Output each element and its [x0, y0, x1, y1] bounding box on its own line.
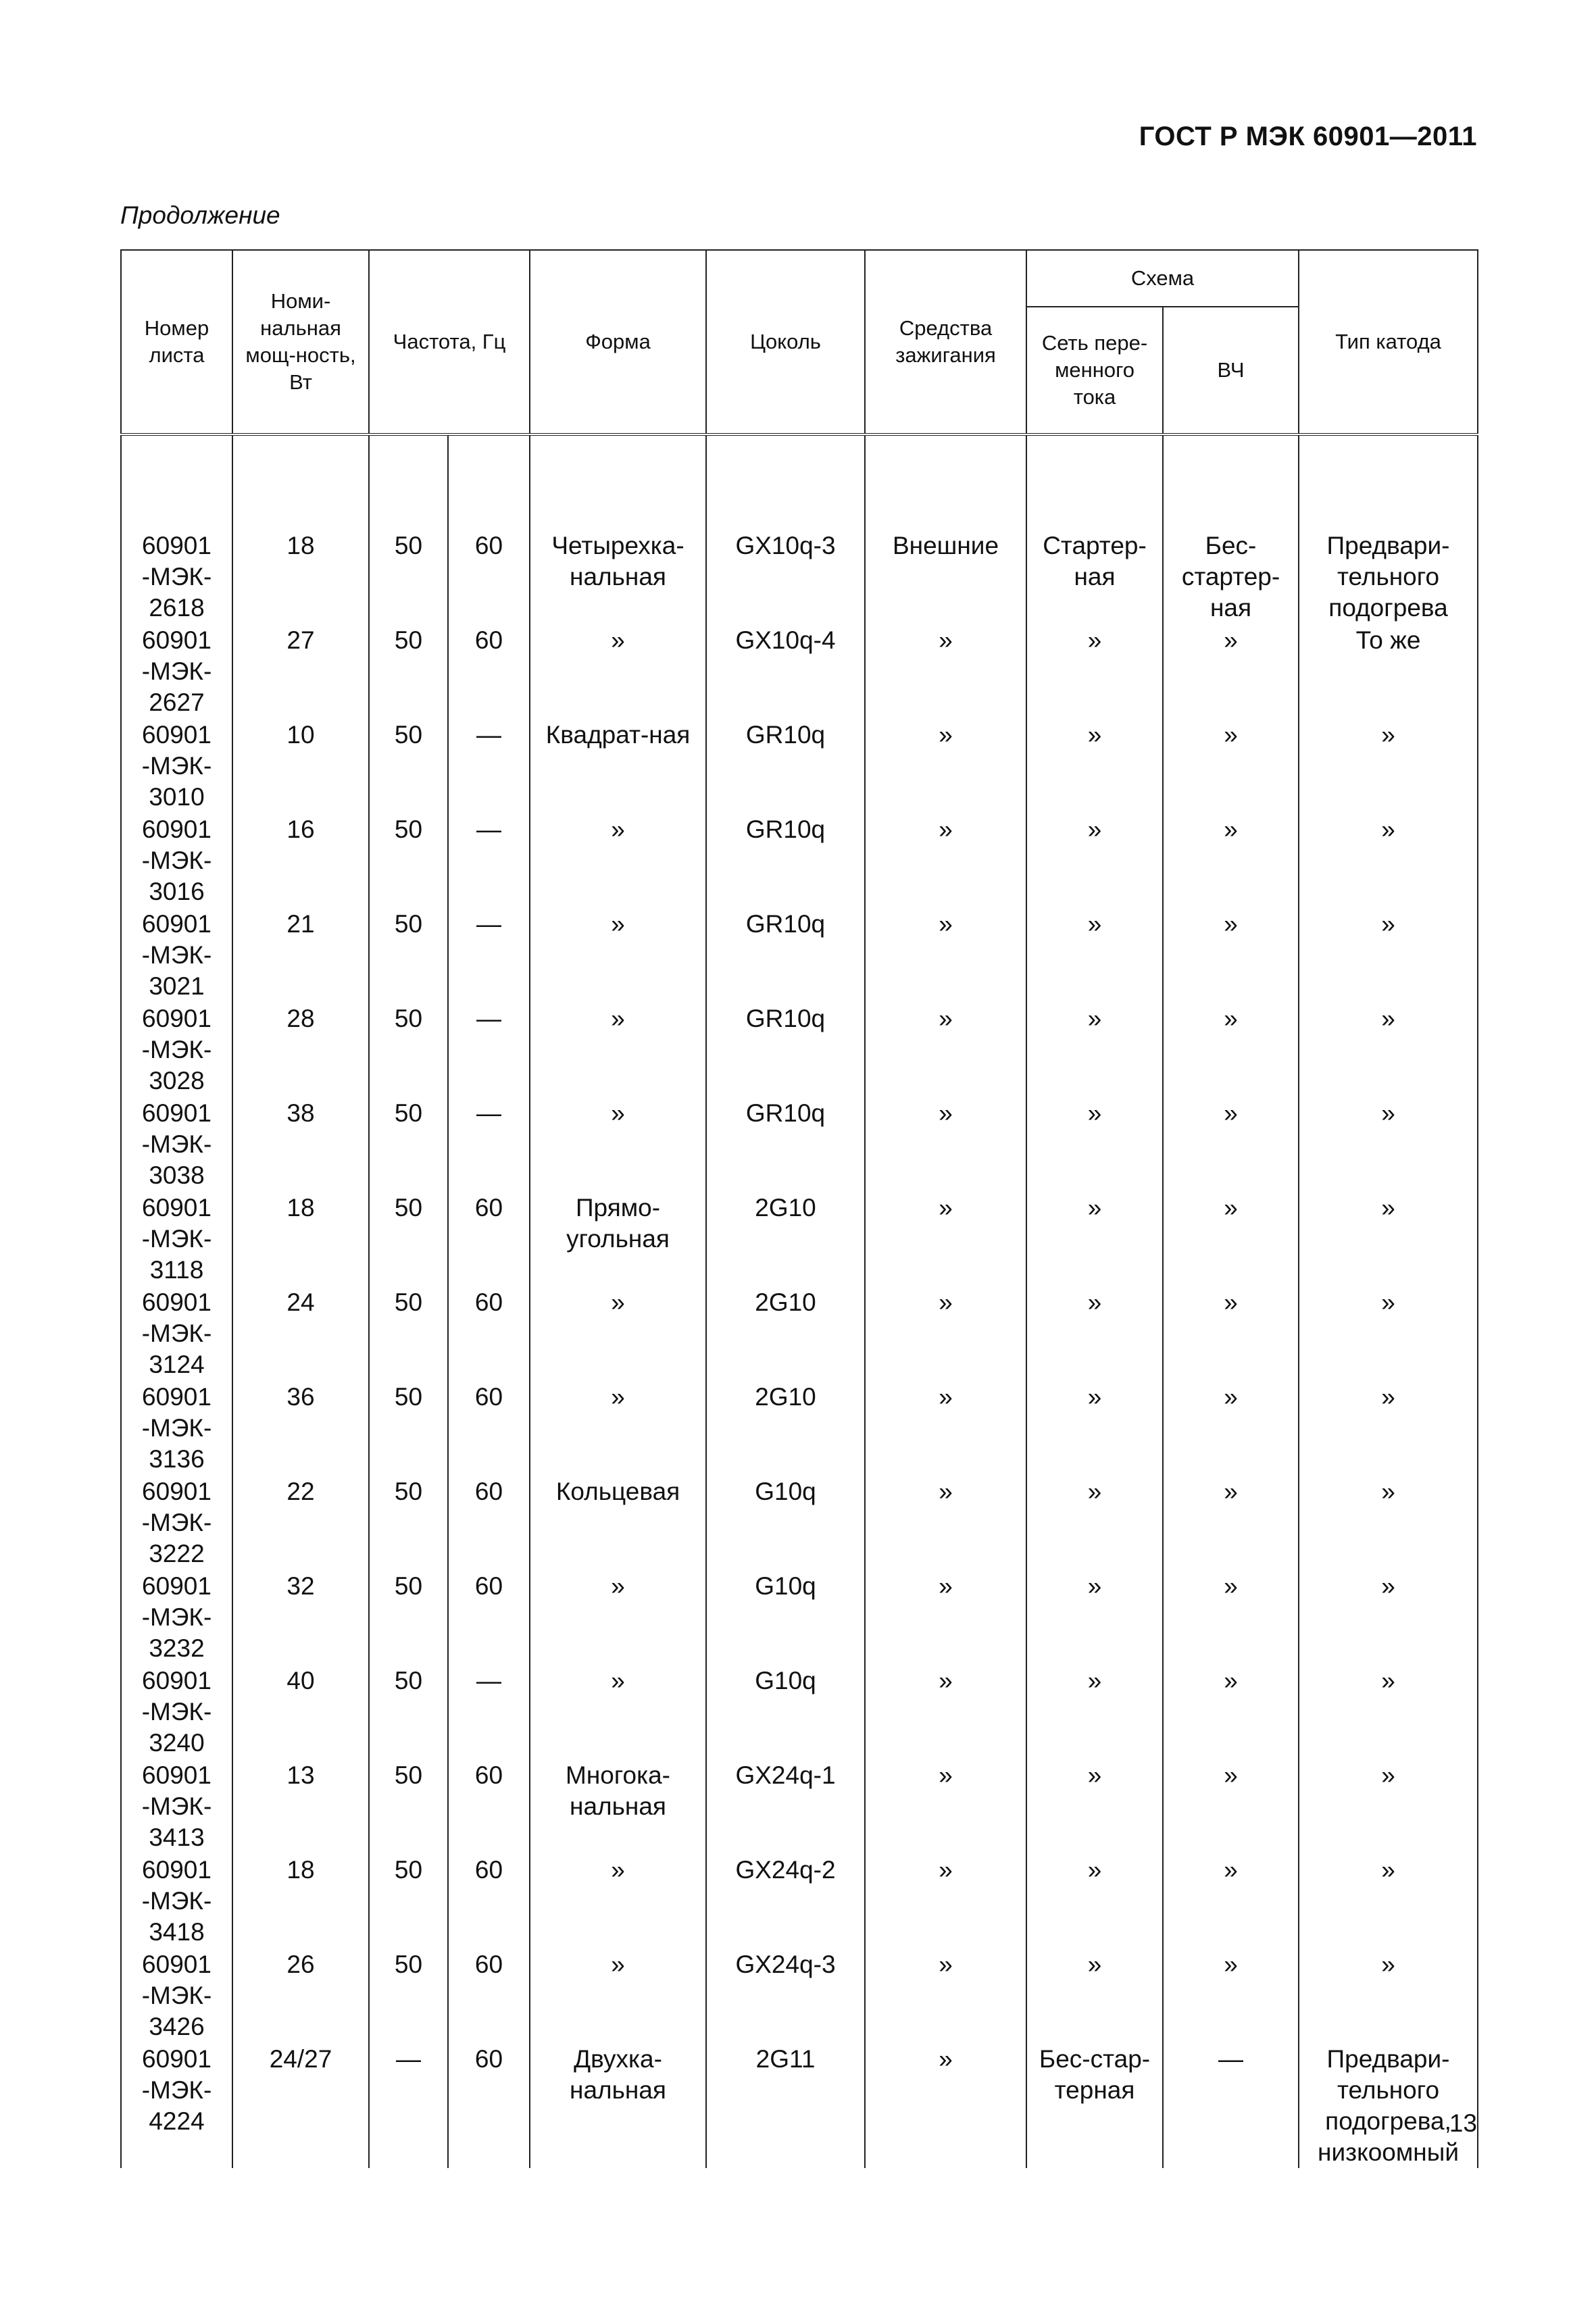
cell-power: 24/27: [232, 2042, 369, 2168]
cell-power: 32: [232, 1569, 369, 1664]
cell-cathode: »: [1299, 1853, 1478, 1948]
cell-shape: »: [530, 1569, 706, 1664]
cell-ignition: »: [865, 1853, 1026, 1948]
cell-ac-mains: »: [1026, 718, 1163, 813]
cell-cathode: »: [1299, 1097, 1478, 1191]
cell-freq-60: 60: [448, 1759, 530, 1853]
col-header-base: Цоколь: [706, 250, 865, 434]
cell-shape: »: [530, 624, 706, 718]
cell-base: G10q: [706, 1664, 865, 1759]
cell-freq-60: 60: [448, 1475, 530, 1569]
cell-ac-mains: »: [1026, 907, 1163, 1002]
cell-freq-60: —: [448, 718, 530, 813]
cell-shape: Квадрат-ная: [530, 718, 706, 813]
cell-freq-60: 60: [448, 1380, 530, 1475]
cell-hf: »: [1163, 1948, 1299, 2042]
cell-freq-50: 50: [369, 718, 448, 813]
cell-hf: »: [1163, 1759, 1299, 1853]
col-header-scheme: Схема: [1026, 250, 1299, 307]
cell-power: 38: [232, 1097, 369, 1191]
cell-hf: »: [1163, 813, 1299, 907]
cell-power: 10: [232, 718, 369, 813]
lamp-spec-table: [120, 249, 1478, 2168]
cell-base: GX24q-1: [706, 1759, 865, 1853]
cell-freq-60: —: [448, 907, 530, 1002]
cell-base: 2G10: [706, 1286, 865, 1380]
table-row: [121, 813, 1478, 907]
cell-freq-50: 50: [369, 1759, 448, 1853]
cell-freq-50: 50: [369, 1286, 448, 1380]
table-row: [121, 1853, 1478, 1948]
table-row: [121, 1569, 1478, 1664]
cell-hf: »: [1163, 1664, 1299, 1759]
cell-base: 2G10: [706, 1380, 865, 1475]
cell-sheet-no: 60901 -МЭК- 3222: [121, 1475, 232, 1569]
cell-hf: »: [1163, 1380, 1299, 1475]
cell-shape: »: [530, 1664, 706, 1759]
cell-base: GX24q-3: [706, 1948, 865, 2042]
cell-cathode: »: [1299, 1569, 1478, 1664]
cell-freq-60: 60: [448, 529, 530, 624]
cell-ac-mains: »: [1026, 1853, 1163, 1948]
cell-ac-mains: Стартер-ная: [1026, 529, 1163, 624]
col-header-cathode: Тип катода: [1299, 250, 1478, 434]
cell-shape: »: [530, 1380, 706, 1475]
cell-freq-60: —: [448, 1664, 530, 1759]
table-row: [121, 1286, 1478, 1380]
col-header-shape: Форма: [530, 250, 706, 434]
cell-shape: »: [530, 907, 706, 1002]
cell-sheet-no: 60901 -МЭК- 3124: [121, 1286, 232, 1380]
cell-freq-60: —: [448, 1002, 530, 1097]
cell-ignition: »: [865, 1286, 1026, 1380]
cell-shape: »: [530, 1948, 706, 2042]
cell-ignition: »: [865, 813, 1026, 907]
cell-freq-50: —: [369, 2042, 448, 2168]
cell-sheet-no: 60901 -МЭК- 3426: [121, 1948, 232, 2042]
cell-ignition: »: [865, 624, 1026, 718]
col-header-power: Номи-нальная мощ-ность, Вт: [232, 250, 369, 434]
cell-shape: »: [530, 1002, 706, 1097]
cell-freq-60: —: [448, 813, 530, 907]
cell-freq-60: 60: [448, 1853, 530, 1948]
cell-sheet-no: 60901 -МЭК- 3021: [121, 907, 232, 1002]
cell-ac-mains: »: [1026, 1664, 1163, 1759]
cell-freq-50: 50: [369, 813, 448, 907]
cell-ac-mains: »: [1026, 1380, 1163, 1475]
cell-freq-50: 50: [369, 1948, 448, 2042]
cell-hf: »: [1163, 1097, 1299, 1191]
cell-shape: Кольцевая: [530, 1475, 706, 1569]
cell-hf: Бес-стартер-ная: [1163, 529, 1299, 624]
cell-ignition: »: [865, 1948, 1026, 2042]
cell-power: 36: [232, 1380, 369, 1475]
cell-sheet-no: 60901 -МЭК- 4224: [121, 2042, 232, 2168]
cell-cathode: »: [1299, 1002, 1478, 1097]
cell-power: 40: [232, 1664, 369, 1759]
cell-power: 13: [232, 1759, 369, 1853]
cell-freq-60: 60: [448, 1191, 530, 1286]
cell-ac-mains: »: [1026, 1569, 1163, 1664]
cell-hf: »: [1163, 718, 1299, 813]
cell-ac-mains: »: [1026, 624, 1163, 718]
cell-sheet-no: 60901 -МЭК- 3028: [121, 1002, 232, 1097]
cell-base: GX24q-2: [706, 1853, 865, 1948]
cell-ac-mains: »: [1026, 813, 1163, 907]
cell-ignition: »: [865, 1664, 1026, 1759]
cell-base: G10q: [706, 1475, 865, 1569]
cell-power: 18: [232, 1191, 369, 1286]
cell-cathode: »: [1299, 1380, 1478, 1475]
cell-freq-50: 50: [369, 1002, 448, 1097]
cell-freq-60: 60: [448, 624, 530, 718]
cell-cathode: »: [1299, 907, 1478, 1002]
cell-power: 22: [232, 1475, 369, 1569]
cell-shape: »: [530, 1097, 706, 1191]
cell-base: G10q: [706, 1569, 865, 1664]
table-row: [121, 1664, 1478, 1759]
table-row: [121, 1475, 1478, 1569]
cell-ac-mains: »: [1026, 1097, 1163, 1191]
table-row: [121, 624, 1478, 718]
cell-freq-50: 50: [369, 529, 448, 624]
cell-cathode: »: [1299, 1475, 1478, 1569]
cell-ignition: »: [865, 718, 1026, 813]
cell-ac-mains: »: [1026, 1002, 1163, 1097]
cell-freq-50: 50: [369, 1853, 448, 1948]
cell-base: GR10q: [706, 907, 865, 1002]
cell-power: 21: [232, 907, 369, 1002]
col-header-frequency: Частота, Гц: [369, 250, 530, 434]
cell-ac-mains: Бес-стар-терная: [1026, 2042, 1163, 2168]
cell-power: 27: [232, 624, 369, 718]
cell-hf: »: [1163, 1002, 1299, 1097]
cell-ignition: Внешние: [865, 529, 1026, 624]
table-row: [121, 907, 1478, 1002]
cell-base: 2G10: [706, 1191, 865, 1286]
cell-base: GR10q: [706, 1097, 865, 1191]
cell-power: 24: [232, 1286, 369, 1380]
cell-cathode: То же: [1299, 624, 1478, 718]
cell-hf: »: [1163, 1475, 1299, 1569]
cell-sheet-no: 60901 -МЭК- 3240: [121, 1664, 232, 1759]
cell-hf: —: [1163, 2042, 1299, 2168]
cell-freq-50: 50: [369, 1569, 448, 1664]
cell-cathode: »: [1299, 1191, 1478, 1286]
cell-cathode: Предвари-тельного подогрева: [1299, 529, 1478, 624]
cell-shape: Двухка-нальная: [530, 2042, 706, 2168]
cell-hf: »: [1163, 624, 1299, 718]
cell-sheet-no: 60901 -МЭК- 3418: [121, 1853, 232, 1948]
cell-cathode: Предвари-тельного подогрева, низкоомный: [1299, 2042, 1478, 2168]
cell-power: 26: [232, 1948, 369, 2042]
cell-base: GR10q: [706, 1002, 865, 1097]
cell-shape: Четырехка-нальная: [530, 529, 706, 624]
cell-sheet-no: 60901 -МЭК- 2618: [121, 529, 232, 624]
cell-power: 16: [232, 813, 369, 907]
cell-sheet-no: 60901 -МЭК- 3136: [121, 1380, 232, 1475]
cell-hf: »: [1163, 1286, 1299, 1380]
cell-base: GX10q-4: [706, 624, 865, 718]
cell-freq-60: 60: [448, 1569, 530, 1664]
col-header-sheet-no: Номер листа: [121, 250, 232, 434]
cell-hf: »: [1163, 1569, 1299, 1664]
cell-power: 18: [232, 529, 369, 624]
cell-ignition: »: [865, 1191, 1026, 1286]
cell-base: 2G11: [706, 2042, 865, 2168]
cell-freq-50: 50: [369, 1380, 448, 1475]
cell-ac-mains: »: [1026, 1948, 1163, 2042]
cell-freq-50: 50: [369, 907, 448, 1002]
table-row: [121, 1191, 1478, 1286]
cell-power: 28: [232, 1002, 369, 1097]
cell-ignition: »: [865, 1569, 1026, 1664]
cell-freq-50: 50: [369, 1191, 448, 1286]
cell-base: GR10q: [706, 718, 865, 813]
cell-sheet-no: 60901 -МЭК- 3413: [121, 1759, 232, 1853]
col-header-ac-mains: Сеть пере-менного тока: [1026, 307, 1163, 434]
cell-cathode: »: [1299, 1948, 1478, 2042]
cell-ignition: »: [865, 1380, 1026, 1475]
table-row: [121, 2042, 1478, 2168]
cell-sheet-no: 60901 -МЭК- 3010: [121, 718, 232, 813]
cell-cathode: »: [1299, 1286, 1478, 1380]
cell-ignition: »: [865, 907, 1026, 1002]
cell-base: GR10q: [706, 813, 865, 907]
cell-sheet-no: 60901 -МЭК- 3016: [121, 813, 232, 907]
cell-base: GX10q-3: [706, 529, 865, 624]
cell-ignition: »: [865, 1759, 1026, 1853]
cell-ac-mains: »: [1026, 1191, 1163, 1286]
col-header-ignition: Средства зажигания: [865, 250, 1026, 434]
table-row: [121, 1380, 1478, 1475]
table-row: [121, 1002, 1478, 1097]
cell-ignition: »: [865, 1097, 1026, 1191]
cell-hf: »: [1163, 1853, 1299, 1948]
cell-freq-50: 50: [369, 1097, 448, 1191]
cell-sheet-no: 60901 -МЭК- 3118: [121, 1191, 232, 1286]
cell-sheet-no: 60901 -МЭК- 3232: [121, 1569, 232, 1664]
cell-shape: »: [530, 1853, 706, 1948]
cell-ignition: »: [865, 2042, 1026, 2168]
cell-power: 18: [232, 1853, 369, 1948]
cell-cathode: »: [1299, 1759, 1478, 1853]
cell-ignition: »: [865, 1002, 1026, 1097]
cell-cathode: »: [1299, 718, 1478, 813]
cell-ac-mains: »: [1026, 1286, 1163, 1380]
cell-freq-60: 60: [448, 1948, 530, 2042]
cell-sheet-no: 60901 -МЭК- 3038: [121, 1097, 232, 1191]
continuation-label: Продолжение: [120, 201, 280, 229]
cell-cathode: »: [1299, 1664, 1478, 1759]
cell-shape: »: [530, 813, 706, 907]
cell-ignition: »: [865, 1475, 1026, 1569]
table-row: [121, 529, 1478, 624]
cell-sheet-no: 60901 -МЭК- 2627: [121, 624, 232, 718]
cell-shape: Многока-нальная: [530, 1759, 706, 1853]
document-code: ГОСТ Р МЭК 60901—2011: [1139, 122, 1477, 151]
table-row: [121, 1948, 1478, 2042]
page-number: 13: [1449, 2109, 1477, 2137]
cell-cathode: »: [1299, 813, 1478, 907]
cell-ac-mains: »: [1026, 1475, 1163, 1569]
cell-shape: »: [530, 1286, 706, 1380]
cell-hf: »: [1163, 907, 1299, 1002]
cell-freq-60: —: [448, 1097, 530, 1191]
cell-ac-mains: »: [1026, 1759, 1163, 1853]
cell-freq-50: 50: [369, 624, 448, 718]
col-header-hf: ВЧ: [1163, 307, 1299, 434]
table-row: [121, 1759, 1478, 1853]
cell-shape: Прямо-угольная: [530, 1191, 706, 1286]
cell-freq-60: 60: [448, 2042, 530, 2168]
table-row: [121, 718, 1478, 813]
cell-hf: »: [1163, 1191, 1299, 1286]
cell-freq-50: 50: [369, 1475, 448, 1569]
cell-freq-60: 60: [448, 1286, 530, 1380]
table-row: [121, 1097, 1478, 1191]
cell-freq-50: 50: [369, 1664, 448, 1759]
